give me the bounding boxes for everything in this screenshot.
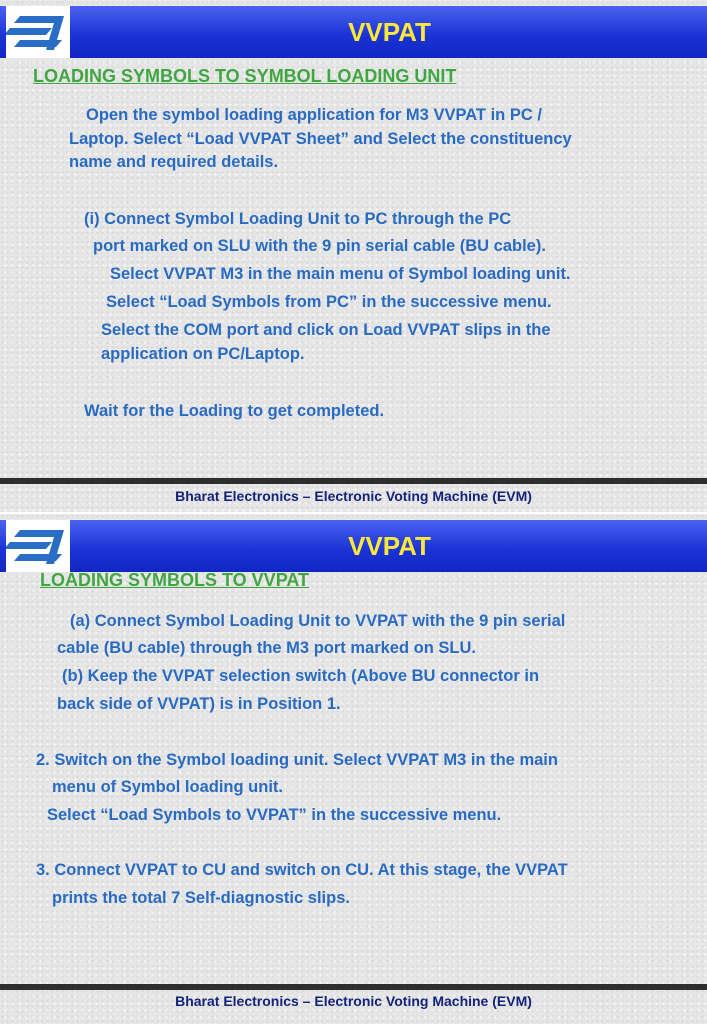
body-line: (b) Keep the VVPAT selection switch (Above BU connector in (62, 667, 540, 685)
slide-2 (0, 514, 707, 1024)
body-line: 2. Switch on the Symbol loading unit. Select VVPAT M3 in the main (36, 751, 558, 769)
bel-logo-icon (6, 520, 70, 572)
body-line: 3. Connect VVPAT to CU and switch on CU. At this stage, the VVPAT (36, 861, 568, 879)
body-line: Select the COM port and click on Load VVPAT slips in the (101, 321, 551, 339)
body-line: Laptop. Select “Load VVPAT Sheet” and Select the constituency (69, 130, 572, 148)
footer-text: Bharat Electronics – Electronic Voting Machine (EVM) (175, 993, 532, 1009)
body-line: Open the symbol loading application for M3 VVPAT in PC / (86, 106, 542, 124)
body-line: port marked on SLU with the 9 pin serial cable (BU cable). (93, 237, 546, 255)
slide-header (0, 6, 707, 58)
body-line: application on PC/Laptop. (101, 345, 305, 363)
body-line: cable (BU cable) through the M3 port marked on SLU. (57, 639, 476, 657)
body-line: name and required details. (69, 153, 279, 171)
bel-logo-icon (6, 6, 70, 58)
body-line: back side of VVPAT) is in Position 1. (57, 695, 341, 713)
body-line: Select “Load Symbols to VVPAT” in the successive menu. (47, 806, 502, 824)
body-line: (i) Connect Symbol Loading Unit to PC through the PC (84, 210, 512, 228)
body-line: Select VVPAT M3 in the main menu of Symbol loading unit. (110, 265, 571, 283)
footer-divider (0, 984, 707, 990)
slide-title: VVPAT (348, 531, 431, 561)
body-line: menu of Symbol loading unit. (52, 778, 283, 796)
body-line: Wait for the Loading to get completed. (84, 402, 385, 420)
footer-text: Bharat Electronics – Electronic Voting Machine (EVM) (175, 488, 532, 504)
body-line: prints the total 7 Self-diagnostic slips. (52, 889, 350, 907)
section-subtitle: LOADING SYMBOLS TO SYMBOL LOADING UNIT (33, 66, 457, 86)
section-subtitle: LOADING SYMBOLS TO VVPAT (40, 570, 310, 590)
slide-title: VVPAT (348, 17, 431, 47)
footer-divider (0, 478, 707, 484)
body-line: (a) Connect Symbol Loading Unit to VVPAT with the 9 pin serial (70, 612, 566, 630)
body-line: Select “Load Symbols from PC” in the successive menu. (106, 293, 552, 311)
slide-header (0, 520, 707, 572)
